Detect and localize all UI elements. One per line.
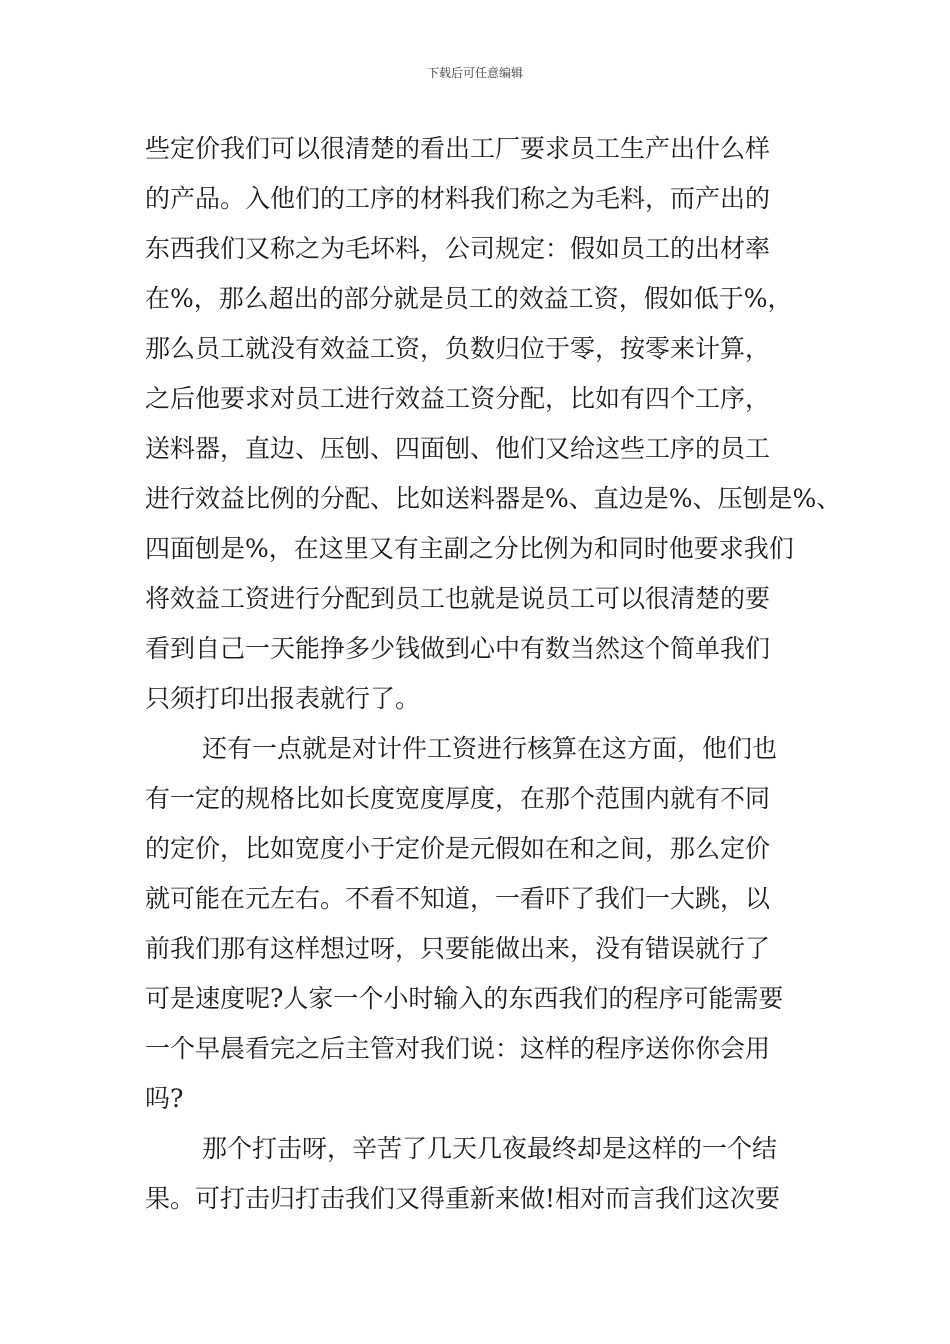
paragraph-line: 的产品。入他们的工序的材料我们称之为毛料，而产出的 <box>145 184 771 213</box>
paragraph-line: 在%，那么超出的部分就是员工的效益工资，假如低于%， <box>145 284 793 313</box>
paragraph-line: 送料器，直边、压刨、四面刨、他们又给这些工序的员工 <box>145 434 771 463</box>
paragraph-line: 那个打击呀，辛苦了几天几夜最终却是这样的一个结 <box>202 1134 778 1163</box>
paragraph-line: 些定价我们可以很清楚的看出工厂要求员工生产出什么样 <box>145 134 771 163</box>
paragraph-1 <box>145 124 842 724</box>
document-body <box>145 124 842 1224</box>
paragraph-line: 果。可打击归打击我们又得重新来做!相对而言我们这次要 <box>145 1184 781 1213</box>
paragraph-line: 前我们那有这样想过呀，只要能做出来，没有错误就行了 <box>145 934 771 963</box>
paragraph-line: 可是速度呢?人家一个小时输入的东西我们的程序可能需要 <box>145 984 784 1013</box>
paragraph-line: 只须打印出报表就行了。 <box>145 684 421 713</box>
paragraph-line: 一个早晨看完之后主管对我们说：这样的程序送你你会用 <box>145 1034 771 1063</box>
paragraph-line: 那么员工就没有效益工资，负数归位于零，按零来计算， <box>145 334 771 363</box>
paragraph-line: 看到自己一天能挣多少钱做到心中有数当然这个简单我们 <box>145 634 771 663</box>
page-header: 下载后可任意编辑 <box>426 66 523 80</box>
paragraph-3 <box>145 1124 825 1224</box>
paragraph-line: 还有一点就是对计件工资进行核算在这方面，他们也 <box>202 734 778 763</box>
paragraph-line: 进行效益比例的分配、比如送料器是%、直边是%、压刨是%、 <box>145 484 842 513</box>
paragraph-line: 的定价，比如宽度小于定价是元假如在和之间，那么定价 <box>145 834 771 863</box>
paragraph-line: 有一定的规格比如长度宽度厚度，在那个范围内就有不同 <box>145 784 771 813</box>
paragraph-line: 就可能在元左右。不看不知道，一看吓了我们一大跳，以 <box>145 884 771 913</box>
paragraph-line: 东西我们又称之为毛坏料，公司规定：假如员工的出材率 <box>145 234 771 263</box>
paragraph-line: 四面刨是%，在这里又有主副之分比例为和同时他要求我们 <box>145 534 794 563</box>
paragraph-line: 将效益工资进行分配到员工也就是说员工可以很清楚的要 <box>145 584 771 613</box>
paragraph-2 <box>145 724 825 1124</box>
paragraph-line: 之后他要求对员工进行效益工资分配，比如有四个工序， <box>145 384 771 413</box>
paragraph-line: 吗? <box>145 1084 184 1113</box>
